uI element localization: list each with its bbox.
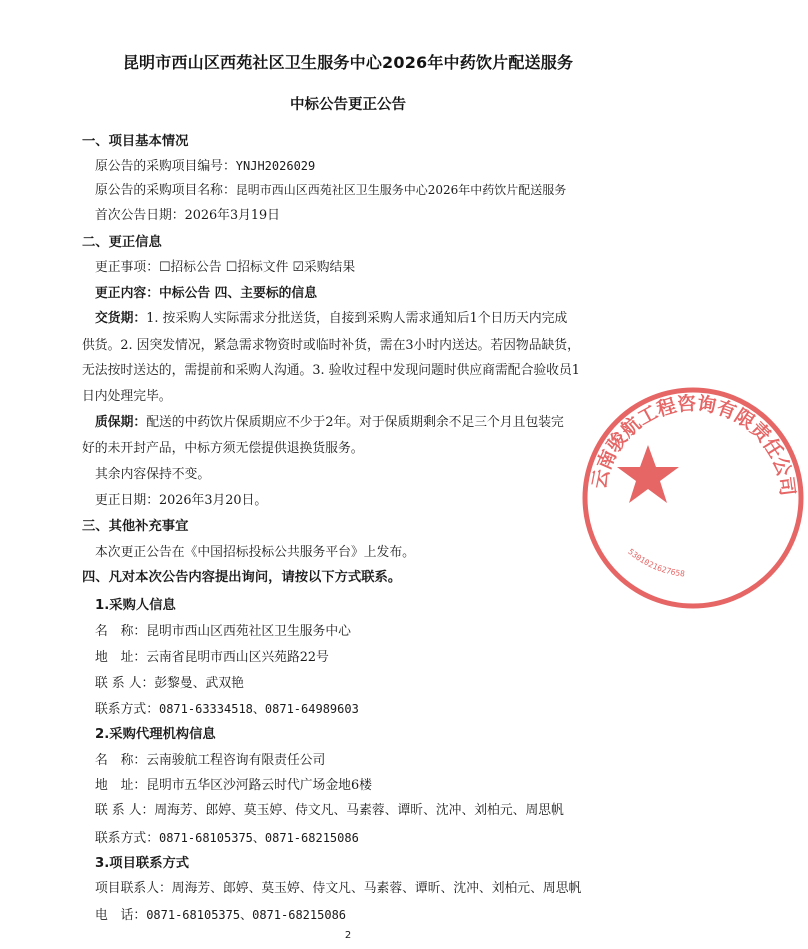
warranty-text-1: 配送的中药饮片保质期应不少于2年。对于保质期剩余不足三个月且包装完: [146, 415, 564, 430]
purchaser-phone: 0871-63334518、0871-64989603: [158, 702, 359, 716]
correction-date-row: [95, 492, 267, 510]
section-2-heading: 二、更正信息: [82, 235, 162, 250]
project-number-label: 原公告的采购项目编号：: [95, 159, 236, 174]
section-4-heading: 四、凡对本次公告内容提出询问，请按以下方式联系。: [82, 570, 402, 585]
delivery-period-label: 交货期：: [95, 311, 147, 326]
agency-contact: 周海芳、郎婷、莫玉婷、侍文凡、马素蓉、谭昕、沈冲、刘柏元、周思帆: [154, 803, 564, 818]
delivery-period-line-4: 日内处理完毕。: [82, 389, 172, 404]
delivery-period-line-3: 无法按时送达的，需提前和采购人沟通。3. 验收过程中发现问题时供应商需配合验收员1: [82, 363, 580, 378]
publication-platform-text: 本次更正公告在《中国招标投标公共服务平台》上发布。: [95, 545, 415, 560]
section-1-heading: 一、项目基本情况: [82, 134, 189, 149]
delivery-period-line-1: [95, 310, 567, 328]
project-phone-label: 电 话：: [95, 908, 147, 923]
other-content-unchanged: 其余内容保持不变。: [95, 467, 211, 482]
correction-items-label: 更正事项：: [95, 260, 159, 275]
page-number: 2: [344, 930, 352, 941]
seal-outer-ring: [585, 390, 801, 606]
seal-number: 5301021627658: [626, 547, 686, 579]
section-3-heading: 三、其他补充事宜: [82, 519, 189, 534]
first-date-label: 首次公告日期：: [95, 208, 185, 223]
purchaser-address-label: 地 址：: [95, 650, 147, 665]
document-subtitle: 中标公告更正公告: [290, 97, 406, 113]
document-title: 昆明市西山区西苑社区卫生服务中心2026年中药饮片配送服务: [122, 53, 574, 72]
project-contact-row: [95, 880, 581, 898]
agency-phone-row: [95, 829, 359, 848]
agency-name: 云南骏航工程咨询有限责任公司: [146, 753, 326, 768]
purchaser-phone-label: 联系方式：: [95, 702, 159, 717]
first-date: 2026年3月19日: [184, 208, 280, 223]
warranty-period-label: 质保期：: [95, 415, 147, 430]
purchaser-phone-row: [95, 700, 359, 719]
option-procurement-result: ☑采购结果: [292, 260, 356, 275]
correction-items-row: [95, 259, 355, 277]
agency-address: 昆明市五华区沙河路云时代广场金地6楼: [146, 778, 372, 793]
project-contact-label: 项目联系人：: [95, 881, 172, 896]
project-contact-heading: 3.项目联系方式: [95, 856, 190, 871]
project-number: YNJH2026029: [235, 159, 316, 173]
correction-date-label: 更正日期：: [95, 493, 159, 508]
purchaser-name-label: 名 称：: [95, 624, 147, 639]
seal-text: 云南骏航工程咨询有限责任公司: [588, 392, 799, 498]
warranty-period-line-1: [95, 414, 564, 432]
delivery-period-line-2: 供货。2. 因突发情况，紧急需求物资时或临时补货，需在3小时内送达。若因物品缺货，: [82, 338, 580, 353]
purchaser-info-heading: 1.采购人信息: [95, 598, 176, 613]
project-phone-row: [95, 906, 346, 925]
purchaser-name: 昆明市西山区西苑社区卫生服务中心: [146, 624, 351, 639]
purchaser-contact: 彭黎曼、武双艳: [154, 676, 244, 691]
purchaser-contact-label: 联 系 人：: [95, 676, 155, 691]
correction-content-heading: 更正内容：中标公告 四、主要标的信息: [95, 286, 318, 301]
project-name-row: [95, 181, 566, 200]
project-name: 昆明市西山区西苑社区卫生服务中心2026年中药饮片配送服务: [235, 183, 567, 197]
first-announcement-date-row: [95, 207, 280, 225]
purchaser-address: 云南省昆明市西山区兴苑路22号: [146, 650, 329, 665]
agency-name-row: [95, 752, 325, 770]
purchaser-address-row: [95, 649, 329, 667]
correction-date: 2026年3月20日。: [158, 493, 268, 508]
agency-phone-label: 联系方式：: [95, 831, 159, 846]
delivery-text-1: 1. 按采购人实际需求分批送货，自接到采购人需求通知后1个日历天内完成: [146, 311, 568, 326]
project-name-label: 原公告的采购项目名称：: [95, 183, 236, 198]
purchaser-name-row: [95, 623, 351, 641]
agency-contact-row: [95, 802, 564, 820]
agency-phone: 0871-68105375、0871-68215086: [158, 831, 359, 845]
agency-name-label: 名 称：: [95, 753, 147, 768]
seal-star-icon: [617, 445, 679, 503]
purchaser-contact-row: [95, 675, 244, 693]
option-bid-announcement: ☐招标公告: [158, 260, 222, 275]
option-bid-documents: ☐招标文件: [225, 260, 289, 275]
project-contact: 周海芳、郎婷、莫玉婷、侍文凡、马素蓉、谭昕、沈冲、刘柏元、周思帆: [171, 881, 582, 896]
project-phone: 0871-68105375、0871-68215086: [146, 908, 347, 922]
project-number-row: [95, 157, 315, 176]
agency-address-row: [95, 777, 372, 795]
agency-info-heading: 2.采购代理机构信息: [95, 727, 216, 742]
company-seal-stamp: [578, 383, 808, 613]
warranty-period-line-2: 好的未开封产品，中标方须无偿提供退换货服务。: [82, 441, 364, 456]
agency-contact-label: 联 系 人：: [95, 803, 155, 818]
agency-address-label: 地 址：: [95, 778, 147, 793]
